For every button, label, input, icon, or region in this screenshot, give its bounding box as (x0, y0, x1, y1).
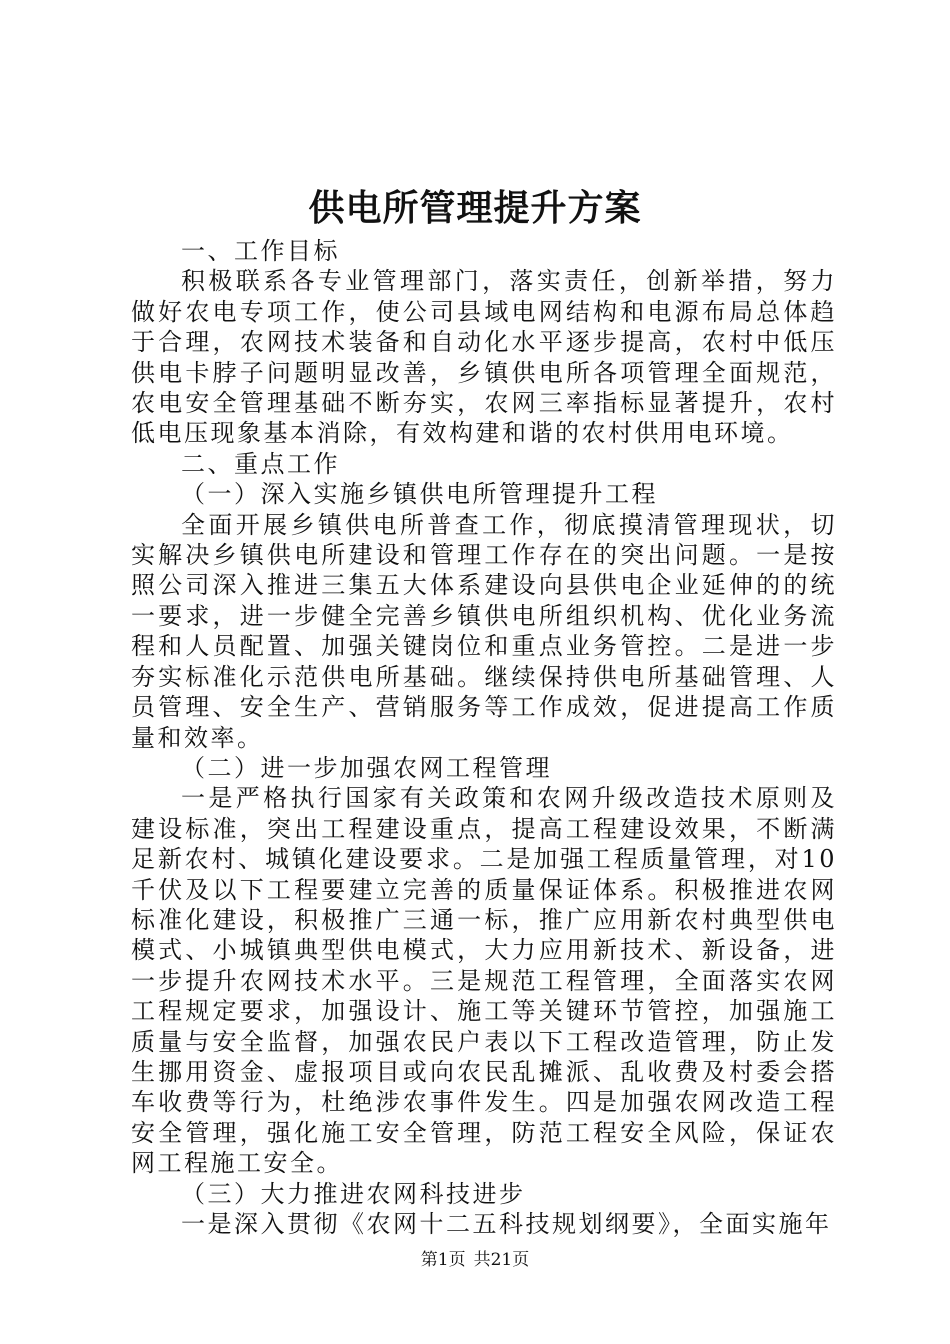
subsection-heading: （一）深入实施乡镇供电所管理提升工程 (181, 480, 658, 509)
subsection-heading: （二）进一步加强农网工程管理 (181, 753, 552, 782)
body-paragraph: 全面开展乡镇供电所普查工作，彻底摸清管理现状，切实解决乡镇供电所建设和管理工作存在的突出问题。一是按照公司深入推进三集五大体系建设向县供电企业延伸的的统一要求，进一步健全完善乡镇供电所组织机构、优化业务流程和人员配置、加强关键岗位和重点业务管控。二是进一步夯实标准化示范供电所基础。继续保持供电所基础管理、人员管理、安全生产、营销服务等工作成效，促进提高工作质量和效率。 (131, 510, 837, 752)
subsection-heading: （三）大力推进农网科技进步 (181, 1179, 526, 1208)
page-number: 第1页 (420, 1250, 466, 1270)
body-paragraph: 积极联系各专业管理部门，落实责任，创新举措，努力做好农电专项工作，使公司县域电网结构和电源布局总体趋于合理，农网技术装备和自动化水平逐步提高，农村中低压供电卡脖子问题明显改善，乡镇供电所各项管理全面规范，农电安全管理基础不断夯实，农网三率指标显著提升，农村低电压现象基本消除，有效构建和谐的农村供用电环境。 (131, 267, 837, 448)
body-paragraph: 一是严格执行国家有关政策和农网升级改造技术原则及建设标准，突出工程建设重点，提高工程建设效果，不断满足新农村、城镇化建设要求。二是加强工程质量管理，对10千伏及以下工程要建立完善的质量保证体系。积极推进农网标准化建设，积极推广三通一标，推广应用新农村典型供电模式、小城镇典型供电模式，大力应用新技术、新设备，进一步提升农网技术水平。三是规范工程管理，全面落实农网工程规定要求，加强设计、施工等关键环节管控，加强施工质量与安全监督，加强农民户表以下工程改造管理，防止发生挪用资金、虚报项目或向农民乱摊派、乱收费及村委会搭车收费等行为，杜绝涉农事件发生。四是加强农网改造工程安全管理，强化施工安全管理，防范工程安全风险，保证农网工程施工安全。 (131, 784, 837, 1178)
body-paragraph: 一是深入贯彻《农网十二五科技规划纲要》，全面实施年 (181, 1210, 832, 1238)
document-title: 供电所管理提升方案 (308, 187, 642, 229)
section-heading: 二、重点工作 (181, 449, 340, 478)
page-footer (0, 1248, 950, 1272)
page-total: 共21页 (473, 1250, 530, 1270)
section-heading: 一、工作目标 (181, 237, 340, 265)
document-body (131, 236, 837, 1239)
